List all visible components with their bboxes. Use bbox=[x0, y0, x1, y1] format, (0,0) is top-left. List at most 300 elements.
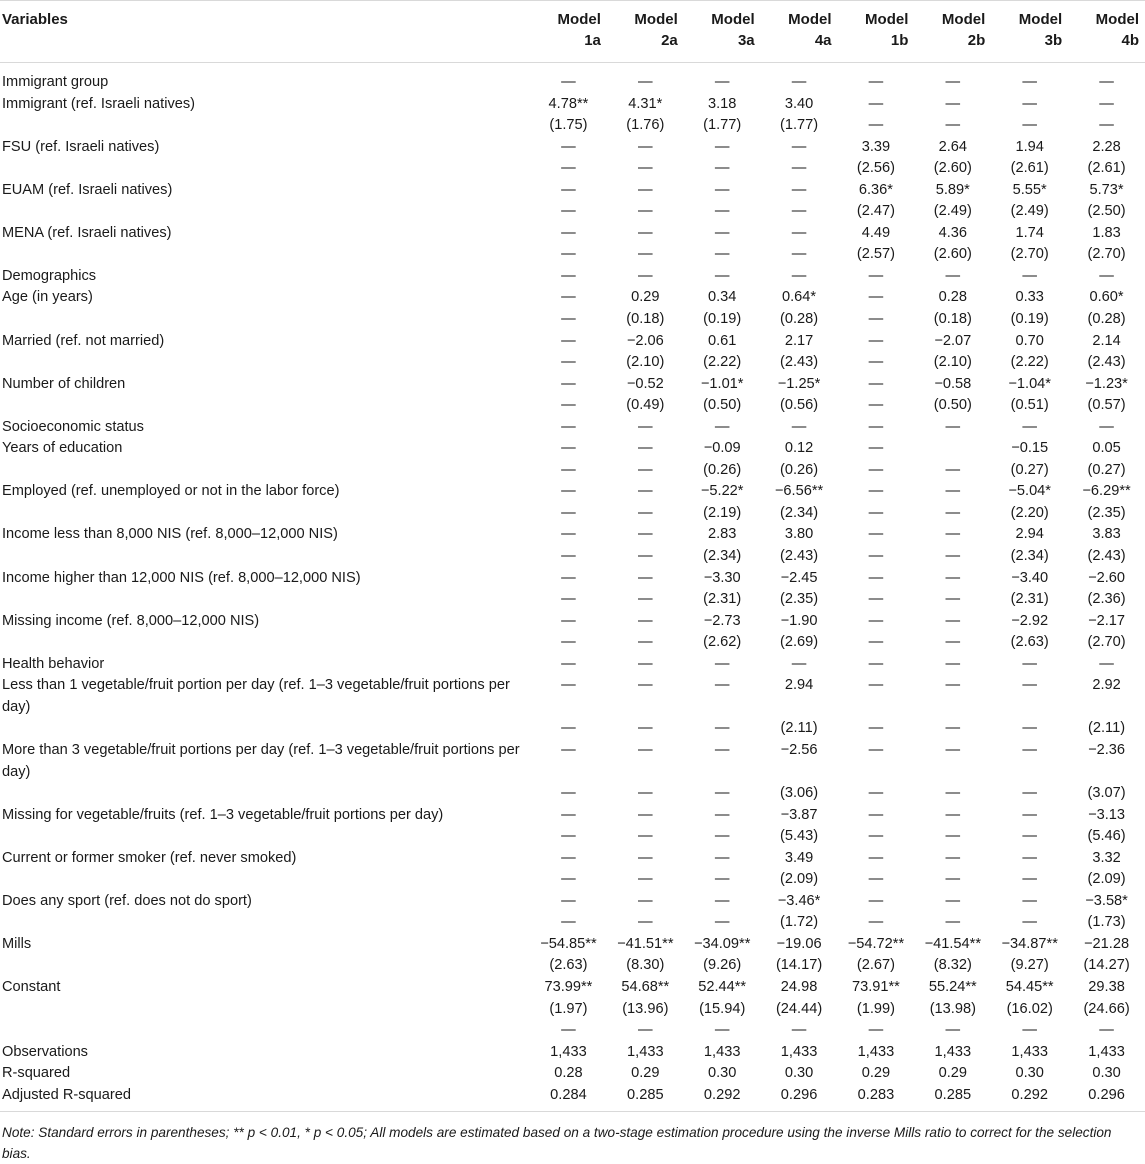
table-cell: — bbox=[945, 806, 961, 823]
table-body bbox=[0, 63, 1145, 1112]
table-cell: (2.47) bbox=[856, 203, 895, 220]
table-cell: — bbox=[561, 418, 576, 435]
table-row bbox=[0, 826, 1145, 848]
table-cell: — bbox=[1099, 1022, 1114, 1039]
row-label bbox=[0, 244, 530, 266]
table-row bbox=[0, 1063, 1145, 1085]
table-cell: — bbox=[561, 741, 576, 758]
table-cell: — bbox=[638, 871, 653, 888]
table-cell: 0.64* bbox=[782, 289, 817, 306]
table-cell: 2.64 bbox=[938, 138, 968, 155]
table-cell: — bbox=[791, 655, 807, 672]
table-cell: −3.58* bbox=[1085, 892, 1128, 909]
table-cell: −3.46* bbox=[777, 892, 821, 909]
table-cell: (2.50) bbox=[1087, 203, 1126, 220]
table-cell: — bbox=[868, 741, 884, 758]
table-cell: — bbox=[714, 677, 730, 694]
table-cell: — bbox=[714, 741, 730, 758]
table-cell: — bbox=[561, 634, 576, 651]
table-cell: 1,433 bbox=[1011, 1043, 1048, 1060]
row-label: Demographics bbox=[2, 267, 97, 284]
table-row bbox=[0, 546, 1145, 568]
table-cell: 1.83 bbox=[1092, 224, 1121, 241]
table-cell: — bbox=[561, 849, 576, 866]
table-row bbox=[0, 1085, 1145, 1112]
table-cell: — bbox=[561, 440, 576, 457]
table-cell: — bbox=[638, 74, 653, 90]
table-cell: (15.94) bbox=[699, 1000, 746, 1017]
table-cell: — bbox=[1022, 117, 1037, 134]
table-cell: — bbox=[561, 181, 576, 198]
table-cell: 3.32 bbox=[1092, 849, 1121, 866]
table-row bbox=[0, 1042, 1145, 1064]
table-note: Note: Standard errors in parentheses; ** p < 0.01, * p < 0.05; All models are estimated based on a two-stage estimation procedure using the inverse Mills ratio to correct for the selection bias. bbox=[2, 1125, 1112, 1162]
table-cell: — bbox=[714, 246, 730, 263]
table-cell: — bbox=[638, 224, 653, 241]
table-cell: — bbox=[638, 440, 653, 457]
table-cell: (24.44) bbox=[775, 1000, 823, 1017]
table-cell: — bbox=[868, 440, 884, 457]
table-cell: — bbox=[868, 634, 884, 651]
table-cell: — bbox=[561, 160, 576, 177]
table-row bbox=[0, 481, 1145, 503]
table-cell: −2.36 bbox=[1088, 741, 1126, 758]
table-cell: — bbox=[561, 612, 576, 629]
table-cell: — bbox=[868, 504, 884, 521]
row-label: Age (in years) bbox=[2, 289, 93, 306]
table-cell: — bbox=[561, 720, 576, 737]
model-header: Model 3b bbox=[991, 1, 1068, 63]
table-cell: — bbox=[868, 1022, 884, 1039]
table-cell: −34.09** bbox=[693, 935, 751, 952]
row-label bbox=[0, 589, 530, 611]
table-cell: — bbox=[714, 655, 730, 672]
table-row bbox=[0, 115, 1145, 137]
table-cell: — bbox=[561, 332, 576, 349]
table-cell: — bbox=[791, 138, 807, 155]
table-cell: 0.292 bbox=[991, 1085, 1068, 1112]
table-cell: −0.15 bbox=[1011, 440, 1049, 457]
table-row bbox=[0, 783, 1145, 805]
table-row bbox=[0, 352, 1145, 374]
table-cell: — bbox=[868, 418, 884, 435]
table-cell: (0.50) bbox=[703, 397, 742, 414]
table-cell: (8.30) bbox=[626, 957, 665, 974]
table-cell: (0.49) bbox=[626, 397, 665, 414]
table-cell: −19.06 bbox=[776, 935, 822, 952]
table-cell: −0.52 bbox=[626, 375, 664, 392]
table-cell: (0.18) bbox=[626, 311, 665, 328]
table-cell: — bbox=[868, 655, 884, 672]
row-label bbox=[0, 632, 530, 654]
row-label: Income less than 8,000 NIS (ref. 8,000–12,000 NIS) bbox=[2, 526, 338, 543]
table-cell: −41.54** bbox=[924, 935, 982, 952]
table-row bbox=[0, 287, 1145, 309]
table-cell: (2.63) bbox=[549, 957, 588, 974]
table-cell: (2.11) bbox=[1088, 720, 1126, 737]
table-cell: — bbox=[638, 548, 653, 565]
row-label bbox=[0, 912, 530, 934]
table-cell: — bbox=[714, 849, 730, 866]
table-cell: — bbox=[1099, 267, 1114, 284]
table-cell: — bbox=[638, 138, 653, 155]
table-cell: (0.26) bbox=[780, 461, 819, 478]
table-cell: — bbox=[868, 267, 884, 284]
table-cell: — bbox=[638, 569, 653, 586]
row-label: More than 3 vegetable/fruit portions per day (ref. 1–3 vegetable/fruit portions per day) bbox=[2, 741, 520, 780]
table-cell: — bbox=[1022, 914, 1037, 931]
table-cell: (2.34) bbox=[780, 504, 819, 521]
table-cell: 0.30 bbox=[707, 1065, 737, 1082]
table-row bbox=[0, 417, 1145, 439]
table-cell: — bbox=[714, 418, 730, 435]
table-cell: — bbox=[791, 74, 807, 90]
table-cell: — bbox=[638, 181, 653, 198]
table-cell: — bbox=[868, 483, 884, 500]
table-cell: — bbox=[638, 634, 653, 651]
table-cell: — bbox=[561, 806, 576, 823]
table-row bbox=[0, 266, 1145, 288]
table-cell: — bbox=[791, 181, 807, 198]
row-label bbox=[0, 352, 530, 374]
table-cell: 0.34 bbox=[707, 289, 737, 306]
table-cell: — bbox=[1022, 95, 1037, 112]
table-cell: — bbox=[714, 138, 730, 155]
table-cell: 1.94 bbox=[1015, 138, 1044, 155]
table-cell: 3.40 bbox=[784, 95, 814, 112]
table-cell: (1.73) bbox=[1087, 914, 1126, 931]
table-cell: — bbox=[1022, 74, 1037, 90]
row-label: FSU (ref. Israeli natives) bbox=[2, 138, 160, 155]
table-cell: 1,433 bbox=[550, 1043, 587, 1060]
table-cell: 4.31* bbox=[628, 95, 663, 112]
table-cell: — bbox=[638, 677, 653, 694]
table-cell: 4.78** bbox=[548, 95, 589, 112]
table-cell: (3.07) bbox=[1087, 785, 1126, 802]
table-cell: — bbox=[791, 1022, 807, 1039]
table-cell: (0.19) bbox=[1010, 311, 1049, 328]
variables-header: Variables bbox=[0, 1, 530, 63]
table-cell: −5.04* bbox=[1008, 483, 1051, 500]
table-cell: — bbox=[638, 720, 653, 737]
table-cell: — bbox=[638, 785, 653, 802]
table-cell: −1.23* bbox=[1085, 375, 1128, 392]
table-cell: (13.98) bbox=[929, 1000, 976, 1017]
table-cell: 0.33 bbox=[1015, 289, 1044, 306]
table-row bbox=[0, 137, 1145, 159]
table-cell: 0.29 bbox=[938, 1065, 968, 1082]
table-cell: (0.19) bbox=[703, 311, 742, 328]
row-label bbox=[0, 955, 530, 977]
table-cell: (2.57) bbox=[856, 246, 895, 263]
table-cell: — bbox=[1022, 849, 1037, 866]
table-cell: 0.30 bbox=[1015, 1065, 1044, 1082]
table-cell: (8.32) bbox=[933, 957, 972, 974]
table-cell: — bbox=[638, 160, 653, 177]
table-cell: — bbox=[561, 354, 576, 371]
table-cell: — bbox=[714, 160, 730, 177]
table-cell: — bbox=[638, 591, 653, 608]
model-header: Model 2a bbox=[607, 1, 684, 63]
table-cell: 1,433 bbox=[627, 1043, 664, 1060]
table-cell: (1.75) bbox=[549, 117, 588, 134]
table-cell: — bbox=[868, 591, 884, 608]
table-cell: 0.60* bbox=[1089, 289, 1124, 306]
table-cell: — bbox=[714, 720, 730, 737]
row-label bbox=[0, 826, 530, 848]
table-cell: — bbox=[791, 224, 807, 241]
table-cell: 2.17 bbox=[784, 332, 814, 349]
table-cell: — bbox=[638, 655, 653, 672]
table-cell: — bbox=[868, 720, 884, 737]
table-cell: (5.46) bbox=[1087, 828, 1126, 845]
table-cell: — bbox=[868, 849, 884, 866]
row-label bbox=[0, 718, 530, 740]
row-label: Immigrant (ref. Israeli natives) bbox=[2, 95, 196, 112]
table-cell: 5.73* bbox=[1089, 181, 1124, 198]
row-label bbox=[0, 999, 530, 1021]
table-cell: — bbox=[561, 785, 576, 802]
table-cell: −2.60 bbox=[1088, 569, 1126, 586]
table-cell: — bbox=[638, 892, 653, 909]
table-cell: 5.55* bbox=[1012, 181, 1047, 198]
table-cell: — bbox=[945, 720, 961, 737]
table-cell: 0.29 bbox=[861, 1065, 891, 1082]
table-cell: (9.27) bbox=[1010, 957, 1049, 974]
table-cell: — bbox=[1022, 655, 1037, 672]
table-row bbox=[0, 654, 1145, 676]
table-cell: — bbox=[1022, 741, 1037, 758]
table-cell: (2.70) bbox=[1010, 246, 1049, 263]
table-cell: 0.285 bbox=[607, 1085, 684, 1112]
table-cell: −3.13 bbox=[1088, 806, 1126, 823]
table-cell: — bbox=[638, 612, 653, 629]
model-header: Model 1a bbox=[530, 1, 607, 63]
table-cell: — bbox=[791, 246, 807, 263]
row-label: Employed (ref. unemployed or not in the labor force) bbox=[2, 483, 340, 500]
table-cell: −1.25* bbox=[777, 375, 821, 392]
table-cell: — bbox=[791, 267, 807, 284]
table-cell: — bbox=[561, 548, 576, 565]
model-header: Model 4a bbox=[761, 1, 838, 63]
table-cell: — bbox=[1022, 720, 1037, 737]
table-cell: — bbox=[945, 591, 961, 608]
model-header: Model 1b bbox=[838, 1, 915, 63]
table-cell: — bbox=[868, 95, 884, 112]
table-cell: — bbox=[1022, 828, 1037, 845]
table-cell: — bbox=[945, 892, 961, 909]
table-cell: (0.27) bbox=[1087, 461, 1126, 478]
table-cell: — bbox=[791, 160, 807, 177]
table-cell: — bbox=[561, 591, 576, 608]
table-cell: — bbox=[561, 74, 576, 90]
table-cell: (2.61) bbox=[1087, 160, 1126, 177]
table-cell: — bbox=[561, 828, 576, 845]
table-cell: — bbox=[714, 224, 730, 241]
table-cell: 73.99** bbox=[544, 978, 593, 995]
table-cell: 2.92 bbox=[1092, 677, 1121, 694]
table-cell: (16.02) bbox=[1006, 1000, 1053, 1017]
table-cell: — bbox=[945, 612, 961, 629]
row-label: Missing for vegetable/fruits (ref. 1–3 vegetable/fruit portions per day) bbox=[2, 806, 444, 823]
table-cell: — bbox=[561, 483, 576, 500]
table-cell: — bbox=[945, 849, 961, 866]
table-cell: — bbox=[868, 375, 884, 392]
table-cell: — bbox=[714, 828, 730, 845]
table-cell: (0.28) bbox=[1087, 311, 1126, 328]
table-cell: — bbox=[868, 914, 884, 931]
table-cell: (3.06) bbox=[780, 785, 819, 802]
table-cell: — bbox=[638, 461, 653, 478]
table-cell: — bbox=[945, 914, 961, 931]
row-label: R-squared bbox=[2, 1065, 71, 1082]
table-cell: 0.283 bbox=[838, 1085, 915, 1112]
table-cell: (2.36) bbox=[1087, 591, 1126, 608]
table-cell: — bbox=[638, 267, 653, 284]
table-cell: 3.39 bbox=[861, 138, 891, 155]
row-label: Income higher than 12,000 NIS (ref. 8,000–12,000 NIS) bbox=[2, 569, 361, 586]
table-cell: (2.35) bbox=[780, 591, 819, 608]
table-cell: — bbox=[945, 504, 961, 521]
table-row bbox=[0, 460, 1145, 482]
table-cell: (2.11) bbox=[780, 720, 818, 737]
row-label bbox=[0, 395, 530, 417]
table-cell: — bbox=[945, 741, 961, 758]
table-cell: −2.73 bbox=[703, 612, 741, 629]
table-cell: 0.292 bbox=[684, 1085, 761, 1112]
table-cell: 0.30 bbox=[784, 1065, 814, 1082]
table-row bbox=[0, 63, 1145, 94]
table-cell: — bbox=[561, 289, 576, 306]
table-cell: — bbox=[638, 483, 653, 500]
table-cell: 1,433 bbox=[1088, 1043, 1125, 1060]
table-cell: — bbox=[561, 914, 576, 931]
table-cell: — bbox=[561, 311, 576, 328]
table-cell: — bbox=[561, 1022, 576, 1039]
table-row bbox=[0, 309, 1145, 331]
table-cell: −2.07 bbox=[934, 332, 972, 349]
table-cell: — bbox=[1099, 418, 1114, 435]
table-row bbox=[0, 805, 1145, 827]
table-cell: −3.87 bbox=[780, 806, 818, 823]
row-label bbox=[0, 503, 530, 525]
table-cell: (2.20) bbox=[1010, 504, 1049, 521]
table-cell: — bbox=[1022, 785, 1037, 802]
table-cell: — bbox=[1022, 267, 1037, 284]
table-row bbox=[0, 632, 1145, 654]
table-cell: — bbox=[945, 871, 961, 888]
table-row bbox=[0, 912, 1145, 934]
table-cell: (2.60) bbox=[933, 246, 972, 263]
table-cell: (9.26) bbox=[703, 957, 742, 974]
table-cell: 0.12 bbox=[784, 440, 814, 457]
table-cell: — bbox=[561, 461, 576, 478]
table-cell: — bbox=[868, 117, 884, 134]
table-cell: — bbox=[561, 203, 576, 220]
table-cell: −54.85** bbox=[540, 935, 597, 952]
table-cell: 54.68** bbox=[621, 978, 670, 995]
row-label bbox=[0, 546, 530, 568]
row-label: Constant bbox=[2, 978, 61, 995]
table-cell: — bbox=[714, 267, 730, 284]
table-cell: −3.40 bbox=[1011, 569, 1049, 586]
table-cell: (1.76) bbox=[626, 117, 665, 134]
table-cell: (2.09) bbox=[1087, 871, 1126, 888]
table-cell: (2.60) bbox=[933, 160, 972, 177]
row-label: Missing income (ref. 8,000–12,000 NIS) bbox=[2, 612, 260, 629]
row-label bbox=[0, 309, 530, 331]
row-label bbox=[0, 158, 530, 180]
table-cell: 3.80 bbox=[784, 526, 814, 543]
table-cell: — bbox=[868, 871, 884, 888]
table-row bbox=[0, 374, 1145, 396]
table-cell: — bbox=[638, 828, 653, 845]
table-cell: −0.09 bbox=[703, 440, 741, 457]
table-cell: (1.77) bbox=[703, 117, 742, 134]
table-cell: 6.36* bbox=[858, 181, 893, 198]
table-cell: 0.296 bbox=[761, 1085, 838, 1112]
table-cell: (2.70) bbox=[1087, 246, 1126, 263]
row-label: EUAM (ref. Israeli natives) bbox=[2, 181, 173, 198]
table-cell: 0.05 bbox=[1092, 440, 1121, 457]
table-row bbox=[0, 438, 1145, 460]
table-cell: — bbox=[868, 461, 884, 478]
table-cell: — bbox=[945, 1022, 961, 1039]
table-cell: — bbox=[561, 224, 576, 241]
table-cell: — bbox=[561, 892, 576, 909]
table-cell: 2.83 bbox=[707, 526, 737, 543]
table-row bbox=[0, 589, 1145, 611]
table-cell: (2.43) bbox=[780, 548, 819, 565]
table-cell: (1.97) bbox=[549, 1000, 588, 1017]
table-cell: −2.06 bbox=[626, 332, 664, 349]
table-cell: (2.10) bbox=[933, 354, 972, 371]
table-cell: 0.28 bbox=[554, 1065, 583, 1082]
table-cell: — bbox=[714, 806, 730, 823]
table-cell: — bbox=[638, 914, 653, 931]
table-cell: 4.36 bbox=[938, 224, 968, 241]
table-cell: — bbox=[945, 418, 961, 435]
table-row bbox=[0, 201, 1145, 223]
table-cell: (0.50) bbox=[933, 397, 972, 414]
table-cell: 1.74 bbox=[1015, 224, 1044, 241]
table-cell: (2.49) bbox=[933, 203, 972, 220]
table-cell: 0.70 bbox=[1015, 332, 1044, 349]
table-cell: — bbox=[1099, 655, 1114, 672]
table-cell: — bbox=[638, 1022, 653, 1039]
table-cell: (2.09) bbox=[780, 871, 819, 888]
table-cell: 1,433 bbox=[780, 1043, 818, 1060]
table-cell: −1.04* bbox=[1008, 375, 1051, 392]
row-label bbox=[0, 115, 530, 137]
table-row bbox=[0, 1020, 1145, 1042]
table-cell: (0.18) bbox=[933, 311, 972, 328]
table-cell: (13.96) bbox=[622, 1000, 669, 1017]
table-cell: — bbox=[714, 74, 730, 90]
row-label: Current or former smoker (ref. never smoked) bbox=[2, 849, 297, 866]
table-cell: — bbox=[945, 569, 961, 586]
table-cell: −2.56 bbox=[780, 741, 818, 758]
table-row bbox=[0, 999, 1145, 1021]
table-cell: — bbox=[1099, 117, 1114, 134]
table-cell: (2.35) bbox=[1087, 504, 1126, 521]
table-row bbox=[0, 675, 1145, 718]
table-cell: (0.51) bbox=[1010, 397, 1049, 414]
table-cell: — bbox=[561, 526, 576, 543]
table-cell: — bbox=[714, 1022, 730, 1039]
table-cell: — bbox=[561, 375, 576, 392]
table-cell: −41.51** bbox=[617, 935, 674, 952]
